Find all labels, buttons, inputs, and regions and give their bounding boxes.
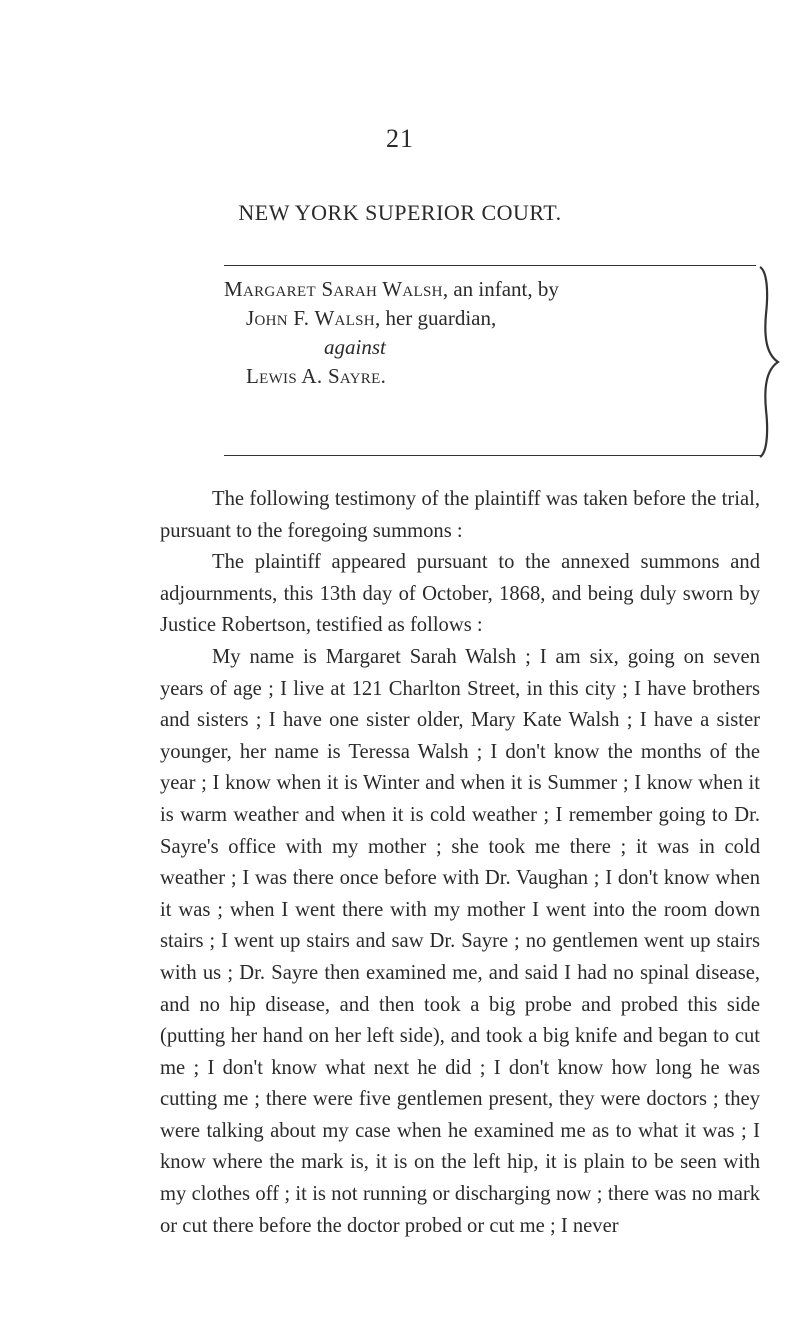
testimony-body	[160, 484, 760, 1242]
caption-guardian-line	[224, 304, 754, 333]
court-title: NEW YORK SUPERIOR COURT.	[238, 200, 562, 225]
defendant-name: Lewis A. Sayre.	[246, 364, 387, 388]
paragraph-intro: The following testimony of the plaintiff was taken before the trial, pursuant to the foregoing summons :	[160, 488, 760, 542]
caption-brace-icon	[758, 266, 784, 458]
plaintiff-name: Margaret Sarah Walsh	[224, 277, 443, 301]
case-caption	[224, 275, 754, 391]
caption-top-rule	[224, 265, 756, 266]
guardian-name: John F. Walsh	[246, 306, 375, 330]
caption-bottom-rule	[224, 455, 762, 456]
guardian-description: , her guardian,	[374, 306, 497, 330]
plaintiff-description: , an infant, by	[442, 277, 559, 301]
paragraph-testimony: My name is Margaret Sarah Walsh ; I am six, going on seven years of age ; I live at 121 Charlton Street, in this city ; I have brothers and sisters ; I have one sister older, Mary Kate Walsh ; I have a sister younger, her name is Teressa Walsh ; I don't know the months of the year ; I know when it is Winter and when it is Summer ; I know when it is warm weather and when it is cold weather ; I remember going to Dr. Sayre's office with my mother ; she took me there ; it was in cold weather ; I was there once before with Dr. Vaughan ; I don't know when it was ; when I went there with my mother I went into the room down stairs ; I went up stairs and saw Dr. Sayre ; no gentlemen went up stairs with us ; Dr. Sayre then examined me, and said I had no spinal disease, and no hip disease, and then took a big probe and probed this side (putting her hand on her left side), and took a big knife and began to cut me ; I don't know what next he did ; I don't know how long he was cutting me ; there were five gentlemen present, they were doctors ; they were talking about my case when he examined me as to what it was ; I know where the mark is, it is on the left hip, it is plain to be seen with my clothes off ; it is not running or discharging now ; there was no mark or cut there before the doctor probed or cut me ; I never	[160, 645, 760, 1237]
caption-plaintiff-line	[224, 275, 754, 304]
page-number: 21	[386, 124, 414, 153]
caption-against: against	[324, 335, 386, 359]
paragraph-appearance: The plaintiff appeared pursuant to the annexed summons and adjournments, this 13th day of October, 1868, and being duly sworn by Justice Robertson, testified as follows :	[160, 551, 760, 637]
